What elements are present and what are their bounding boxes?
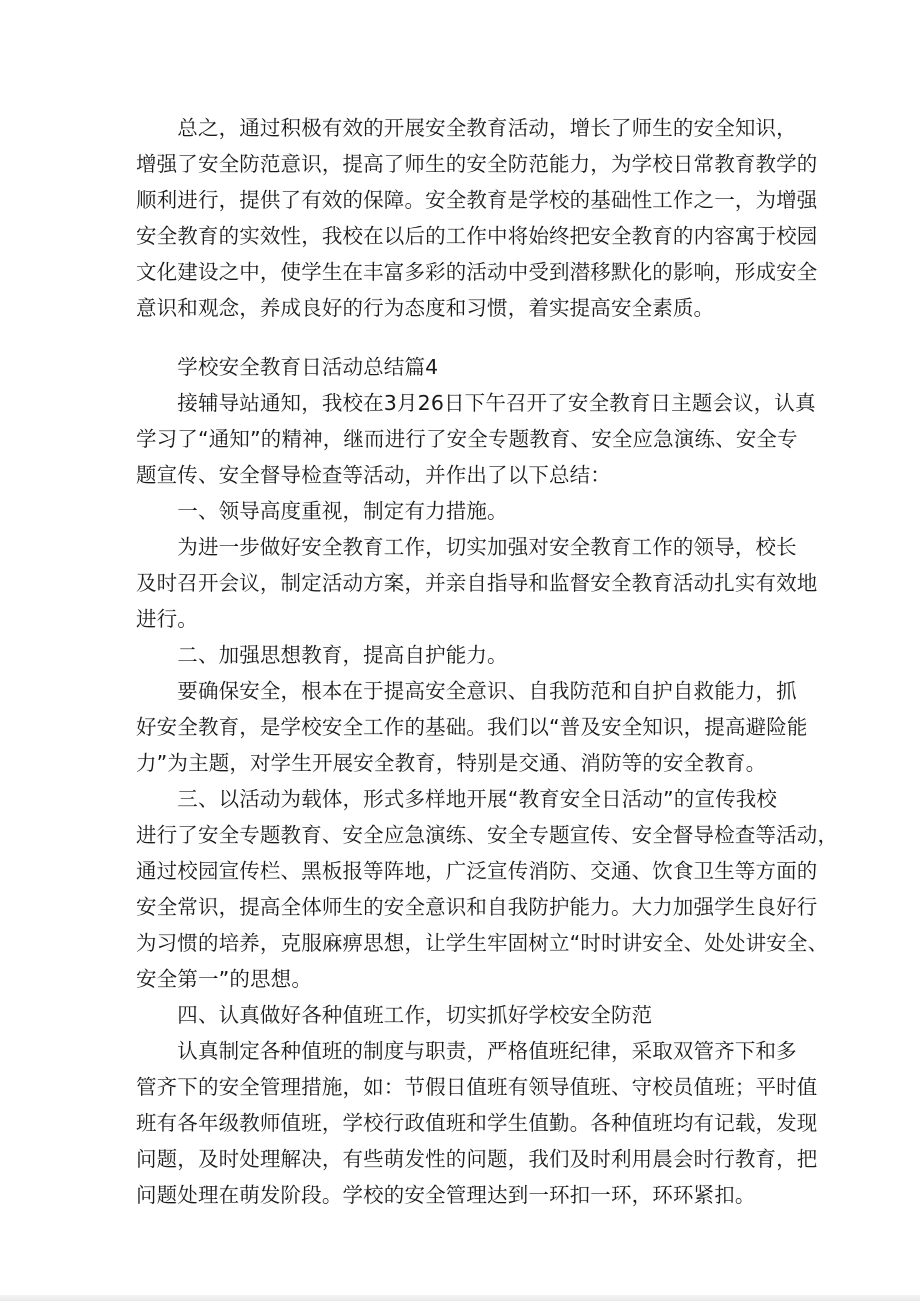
paragraph-line: 认真制定各种值班的制度与职责，严格值班纪律，采取双管齐下和多 [136,1039,797,1063]
subheading-2: 二、加强思想教育，提高自护能力。 [136,643,508,667]
paragraph-line: 安全常识，提高全体师生的安全意识和自我防护能力。大力加强学生良好行 [136,895,818,919]
subheading-4: 四、认真做好各种值班工作，切实抓好学校安全防范 [136,1003,653,1027]
paragraph-line: 进行了安全专题教育、安全应急演练、安全专题宣传、安全督导检查等活动， [136,823,839,847]
paragraph-line: 增强了安全防范意识，提高了师生的安全防范能力，为学校日常教育教学的 [136,152,818,176]
paragraph-line: 文化建设之中，使学生在丰富多彩的活动中受到潜移默化的影响，形成安全 [136,260,818,284]
paragraph-line: 力”为主题，对学生开展安全教育，特别是交通、消防等的安全教育。 [136,751,767,775]
paragraph-line: 及时召开会议，制定活动方案，并亲自指导和监督安全教育活动扎实有效地 [136,571,818,595]
paragraph-line: 为进一步做好安全教育工作，切实加强对安全教育工作的领导，校长 [136,535,797,559]
paragraph-line: 进行。 [136,607,198,631]
paragraph-line: 管齐下的安全管理措施，如：节假日值班有领导值班、守校员值班；平时值 [136,1075,818,1099]
paragraph-line: 安全教育的实效性，我校在以后的工作中将始终把安全教育的内容寓于校园 [136,224,818,248]
paragraph-line: 学习了“通知”的精神，继而进行了安全专题教育、安全应急演练、安全专 [136,427,798,451]
subheading-1: 一、领导高度重视，制定有力措施。 [136,499,508,523]
paragraph-line: 安全第一”的思想。 [136,967,312,991]
subheading-3: 三、以活动为载体，形式多样地开展“教育安全日活动”的宣传我校 [136,787,778,811]
page-bottom-edge [0,1295,920,1301]
paragraph-line: 好安全教育，是学校安全工作的基础。我们以“普及安全知识，提高避险能 [136,715,808,739]
paragraph-line: 为习惯的培养，克服麻痹思想，让学生牢固树立“时时讲安全、处处讲安全、 [136,931,829,955]
paragraph-line: 问题处理在萌发阶段。学校的安全管理达到一环扣一环，环环紧扣。 [136,1183,756,1207]
paragraph-line: 顺利进行，提供了有效的保障。安全教育是学校的基础性工作之一，为增强 [136,188,818,212]
paragraph-line: 意识和观念，养成良好的行为态度和习惯，着实提高安全素质。 [136,296,715,320]
paragraph-line: 通过校园宣传栏、黑板报等阵地，广泛宣传消防、交通、饮食卫生等方面的 [136,859,818,883]
paragraph-line: 总之，通过积极有效的开展安全教育活动，增长了师生的安全知识， [136,116,797,140]
paragraph-line: 要确保安全，根本在于提高安全意识、自我防范和自护自救能力，抓 [136,679,797,703]
section-heading: 学校安全教育日活动总结篇4 [136,355,439,379]
paragraph-line: 题宣传、安全督导检查等活动，并作出了以下总结： [136,463,611,487]
paragraph-line: 问题，及时处理解决，有些萌发性的问题，我们及时利用晨会时行教育，把 [136,1147,818,1171]
paragraph-line: 班有各年级教师值班，学校行政值班和学生值勤。各种值班均有记载，发现 [136,1111,818,1135]
paragraph-line: 接辅导站通知，我校在3月26日下午召开了安全教育日主题会议，认真 [136,391,816,415]
